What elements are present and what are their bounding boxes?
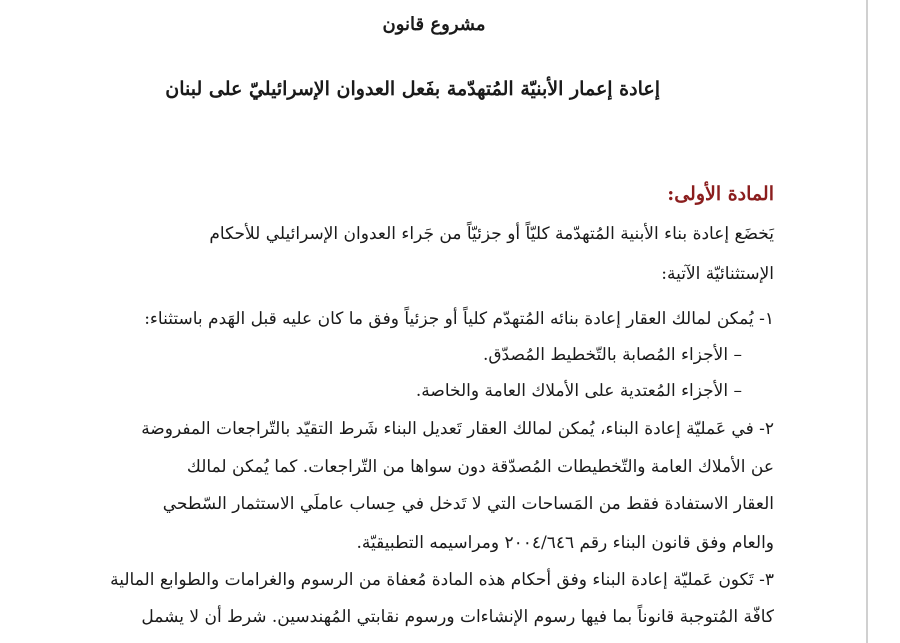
item-1-sub-2: – الأجزاء المُعتدية على الأملاك العامة والخاصة. xyxy=(415,381,742,401)
page-edge-divider xyxy=(866,0,868,643)
document-title: مشروع قانون xyxy=(382,14,486,35)
item-1-sub-1: – الأجزاء المُصابة بالتّخطيط المُصدّق. xyxy=(482,345,742,365)
item-2-line-2: عن الأملاك العامة والتّخطيطات المُصدّقة دون سواها من التّراجعات. كما يُمكن لمالك xyxy=(186,457,774,477)
item-3-line-2: كافّة المُتوجبة قانوناً بما فيها رسوم الإنشاءات ورسوم نقابتي المُهندسين. شرط أن لا يشمل xyxy=(141,607,774,627)
item-2-line-3: العقار الاستفادة فقط من المَساحات التي لا تَدخل في حِساب عاملَي الاستثمار السّطحي xyxy=(162,494,774,514)
intro-line-2: الإستثنائيّة الآتية: xyxy=(661,264,774,284)
article-heading: المادة الأولى: xyxy=(667,183,774,205)
intro-line-1: يَخضَع إعادة بناء الأبنية المُتهدّمة كليّاً أو جزئيّاً من جَراء العدوان الإسرائيلي للأحكام xyxy=(209,224,774,244)
item-3-line-1: ٣- تَكون عَمليّة إعادة البناء وفق أحكام هذه المادة مُعفاة من الرسوم والغرامات والطوابع المالية xyxy=(110,570,774,590)
item-2-line-4: والعام وفق قانون البناء رقم ٢٠٠٤/٦٤٦ ومراسيمه التطبيقيّة. xyxy=(356,533,774,553)
item-1-line: ١- يُمكن لمالك العقار إعادة بنائه المُتهدّم كلياً أو جزئياً وفق ما كان عليه قبل الهَدم باستثناء: xyxy=(144,309,774,329)
item-2-line-1: ٢- في عَمليّة إعادة البناء، يُمكن لمالك العقار تَعديل البناء شَرط التقيّد بالتّراجعات المفروضة xyxy=(141,419,774,439)
document-subtitle: إعادة إعمار الأبنيّة المُتهدّمة بفَعل العدوان الإسرائيليّ على لبنان xyxy=(165,78,660,100)
